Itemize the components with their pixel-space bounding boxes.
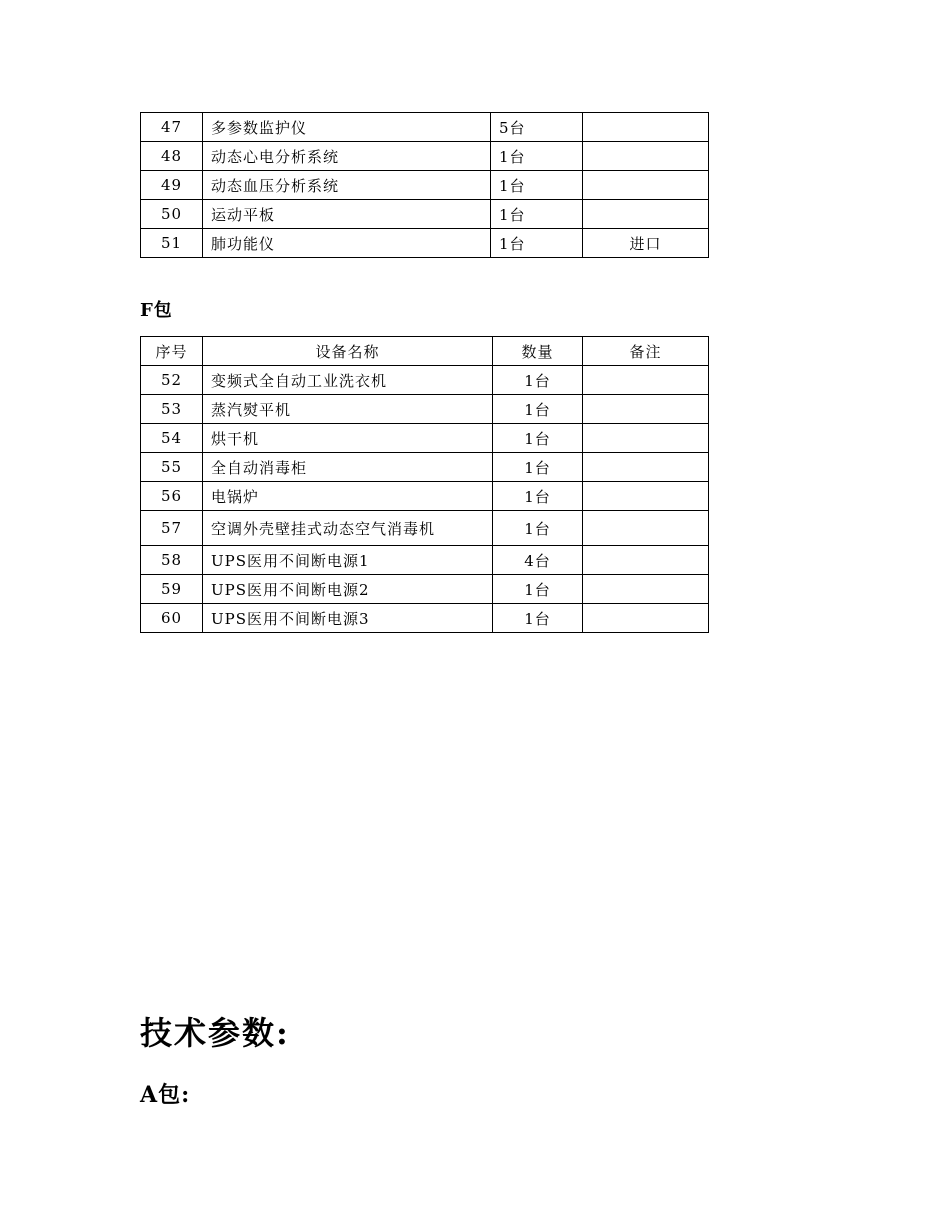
equipment-name: 电锅炉: [203, 482, 493, 511]
table-row: [141, 453, 709, 482]
remark: [583, 395, 709, 424]
equipment-name: UPS医用不间断电源3: [203, 604, 493, 633]
equipment-name: UPS医用不间断电源1: [203, 546, 493, 575]
quantity: 1台: [491, 142, 583, 171]
quantity: 1台: [491, 171, 583, 200]
remark: [583, 482, 709, 511]
row-number: 49: [141, 171, 203, 200]
quantity: 1台: [493, 511, 583, 546]
tech-params-heading: 技术参数:: [140, 1014, 290, 1052]
equipment-name: 运动平板: [203, 200, 491, 229]
equipment-name: 蒸汽熨平机: [203, 395, 493, 424]
quantity: 1台: [493, 482, 583, 511]
table-row: [141, 229, 709, 258]
table-row: [141, 395, 709, 424]
quantity: 1台: [491, 229, 583, 258]
remark: [583, 453, 709, 482]
equipment-name: 全自动消毒柜: [203, 453, 493, 482]
equipment-table-f: [140, 336, 709, 633]
remark: 进口: [583, 229, 709, 258]
row-number: 60: [141, 604, 203, 633]
equipment-name: 肺功能仪: [203, 229, 491, 258]
row-number: 59: [141, 575, 203, 604]
section-a-label: A包:: [140, 1082, 191, 1108]
equipment-name: UPS医用不间断电源2: [203, 575, 493, 604]
table-row: [141, 546, 709, 575]
row-number: 52: [141, 366, 203, 395]
header-remark: 备注: [583, 337, 709, 366]
remark: [583, 546, 709, 575]
remark: [583, 171, 709, 200]
table-row: [141, 511, 709, 546]
quantity: 1台: [491, 200, 583, 229]
section-f-label: F包: [140, 300, 173, 321]
header-quantity: 数量: [493, 337, 583, 366]
quantity: 1台: [493, 424, 583, 453]
row-number: 54: [141, 424, 203, 453]
table-row: [141, 200, 709, 229]
row-number: 55: [141, 453, 203, 482]
row-number: 47: [141, 113, 203, 142]
table-row: [141, 366, 709, 395]
table-row: [141, 482, 709, 511]
quantity: 5台: [491, 113, 583, 142]
table-row: [141, 424, 709, 453]
equipment-name: 变频式全自动工业洗衣机: [203, 366, 493, 395]
remark: [583, 366, 709, 395]
table-row: [141, 604, 709, 633]
remark: [583, 604, 709, 633]
equipment-name: 空调外壳壁挂式动态空气消毒机: [203, 511, 493, 546]
row-number: 56: [141, 482, 203, 511]
equipment-name: 多参数监护仪: [203, 113, 491, 142]
header-number: 序号: [141, 337, 203, 366]
quantity: 1台: [493, 395, 583, 424]
row-number: 57: [141, 511, 203, 546]
row-number: 53: [141, 395, 203, 424]
table-row: [141, 113, 709, 142]
equipment-name: 烘干机: [203, 424, 493, 453]
row-number: 48: [141, 142, 203, 171]
header-name: 设备名称: [203, 337, 493, 366]
quantity: 1台: [493, 575, 583, 604]
row-number: 58: [141, 546, 203, 575]
remark: [583, 424, 709, 453]
row-number: 51: [141, 229, 203, 258]
remark: [583, 113, 709, 142]
table-row: [141, 142, 709, 171]
table-row: [141, 575, 709, 604]
equipment-table-continued: [140, 112, 709, 258]
quantity: 4台: [493, 546, 583, 575]
quantity: 1台: [493, 604, 583, 633]
row-number: 50: [141, 200, 203, 229]
remark: [583, 575, 709, 604]
quantity: 1台: [493, 366, 583, 395]
table-header-row: [141, 337, 709, 366]
remark: [583, 142, 709, 171]
table-row: [141, 171, 709, 200]
equipment-name: 动态心电分析系统: [203, 142, 491, 171]
remark: [583, 200, 709, 229]
remark: [583, 511, 709, 546]
equipment-name: 动态血压分析系统: [203, 171, 491, 200]
quantity: 1台: [493, 453, 583, 482]
